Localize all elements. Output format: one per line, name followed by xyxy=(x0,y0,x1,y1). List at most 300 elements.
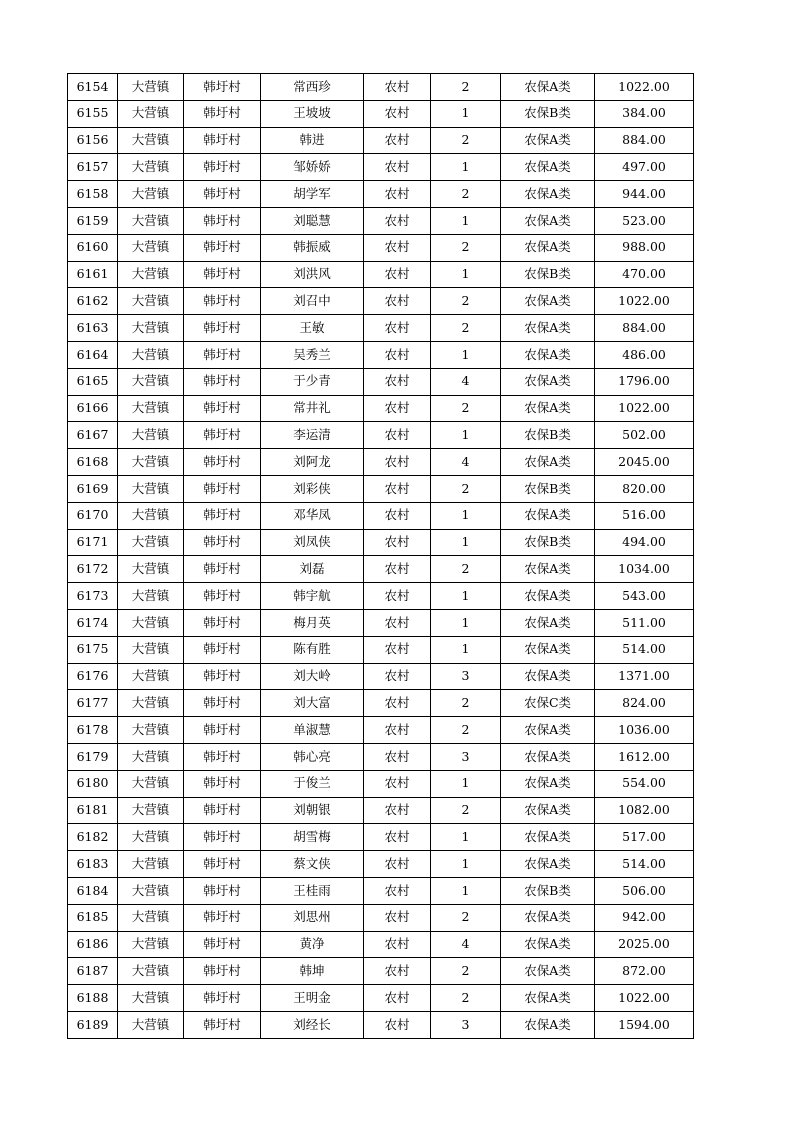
village-cell: 韩圩村 xyxy=(184,877,261,904)
town-cell: 大营镇 xyxy=(118,904,184,931)
amount-cell: 543.00 xyxy=(595,583,694,610)
name-cell: 于少青 xyxy=(261,368,364,395)
serial-number-cell: 6166 xyxy=(68,395,118,422)
amount-cell: 511.00 xyxy=(595,609,694,636)
table-row xyxy=(68,1011,694,1038)
serial-number-cell: 6181 xyxy=(68,797,118,824)
category-cell: 农保A类 xyxy=(501,315,595,342)
serial-number-cell: 6162 xyxy=(68,288,118,315)
member-count-cell: 1 xyxy=(431,207,501,234)
village-cell: 韩圩村 xyxy=(184,797,261,824)
serial-number-cell: 6182 xyxy=(68,824,118,851)
member-count-cell: 2 xyxy=(431,475,501,502)
name-cell: 李运清 xyxy=(261,422,364,449)
household-type-cell: 农村 xyxy=(364,127,431,154)
name-cell: 蔡文侠 xyxy=(261,851,364,878)
serial-number-cell: 6174 xyxy=(68,609,118,636)
town-cell: 大营镇 xyxy=(118,475,184,502)
category-cell: 农保A类 xyxy=(501,770,595,797)
member-count-cell: 2 xyxy=(431,127,501,154)
household-type-cell: 农村 xyxy=(364,234,431,261)
table-row xyxy=(68,931,694,958)
category-cell: 农保A类 xyxy=(501,743,595,770)
town-cell: 大营镇 xyxy=(118,368,184,395)
name-cell: 韩振威 xyxy=(261,234,364,261)
village-cell: 韩圩村 xyxy=(184,529,261,556)
name-cell: 刘朝银 xyxy=(261,797,364,824)
table-row xyxy=(68,368,694,395)
category-cell: 农保A类 xyxy=(501,207,595,234)
member-count-cell: 3 xyxy=(431,1011,501,1038)
serial-number-cell: 6170 xyxy=(68,502,118,529)
serial-number-cell: 6160 xyxy=(68,234,118,261)
member-count-cell: 2 xyxy=(431,74,501,101)
table-row xyxy=(68,234,694,261)
village-cell: 韩圩村 xyxy=(184,1011,261,1038)
town-cell: 大营镇 xyxy=(118,958,184,985)
table-row xyxy=(68,985,694,1012)
household-type-cell: 农村 xyxy=(364,100,431,127)
member-count-cell: 2 xyxy=(431,395,501,422)
serial-number-cell: 6178 xyxy=(68,717,118,744)
town-cell: 大营镇 xyxy=(118,449,184,476)
serial-number-cell: 6171 xyxy=(68,529,118,556)
name-cell: 刘磊 xyxy=(261,556,364,583)
name-cell: 单淑慧 xyxy=(261,717,364,744)
member-count-cell: 1 xyxy=(431,502,501,529)
table-row xyxy=(68,636,694,663)
amount-cell: 2045.00 xyxy=(595,449,694,476)
amount-cell: 523.00 xyxy=(595,207,694,234)
table-row xyxy=(68,609,694,636)
village-cell: 韩圩村 xyxy=(184,904,261,931)
village-cell: 韩圩村 xyxy=(184,207,261,234)
village-cell: 韩圩村 xyxy=(184,717,261,744)
serial-number-cell: 6186 xyxy=(68,931,118,958)
serial-number-cell: 6154 xyxy=(68,74,118,101)
table-row xyxy=(68,824,694,851)
category-cell: 农保A类 xyxy=(501,958,595,985)
serial-number-cell: 6158 xyxy=(68,181,118,208)
village-cell: 韩圩村 xyxy=(184,181,261,208)
member-count-cell: 1 xyxy=(431,529,501,556)
table-row xyxy=(68,154,694,181)
category-cell: 农保A类 xyxy=(501,1011,595,1038)
serial-number-cell: 6180 xyxy=(68,770,118,797)
village-cell: 韩圩村 xyxy=(184,663,261,690)
amount-cell: 514.00 xyxy=(595,636,694,663)
amount-cell: 942.00 xyxy=(595,904,694,931)
member-count-cell: 3 xyxy=(431,663,501,690)
amount-cell: 1082.00 xyxy=(595,797,694,824)
village-cell: 韩圩村 xyxy=(184,261,261,288)
household-type-cell: 农村 xyxy=(364,609,431,636)
town-cell: 大营镇 xyxy=(118,315,184,342)
serial-number-cell: 6163 xyxy=(68,315,118,342)
member-count-cell: 1 xyxy=(431,100,501,127)
village-cell: 韩圩村 xyxy=(184,502,261,529)
amount-cell: 384.00 xyxy=(595,100,694,127)
member-count-cell: 4 xyxy=(431,368,501,395)
village-cell: 韩圩村 xyxy=(184,449,261,476)
member-count-cell: 2 xyxy=(431,690,501,717)
serial-number-cell: 6155 xyxy=(68,100,118,127)
name-cell: 韩心亮 xyxy=(261,743,364,770)
village-cell: 韩圩村 xyxy=(184,154,261,181)
amount-cell: 988.00 xyxy=(595,234,694,261)
table-row xyxy=(68,904,694,931)
amount-cell: 2025.00 xyxy=(595,931,694,958)
town-cell: 大营镇 xyxy=(118,234,184,261)
serial-number-cell: 6164 xyxy=(68,341,118,368)
name-cell: 刘阿龙 xyxy=(261,449,364,476)
household-type-cell: 农村 xyxy=(364,636,431,663)
amount-cell: 1034.00 xyxy=(595,556,694,583)
table-row xyxy=(68,261,694,288)
village-cell: 韩圩村 xyxy=(184,368,261,395)
name-cell: 于俊兰 xyxy=(261,770,364,797)
household-type-cell: 农村 xyxy=(364,743,431,770)
name-cell: 吴秀兰 xyxy=(261,341,364,368)
serial-number-cell: 6165 xyxy=(68,368,118,395)
member-count-cell: 2 xyxy=(431,288,501,315)
table-row xyxy=(68,583,694,610)
name-cell: 邓华凤 xyxy=(261,502,364,529)
amount-cell: 497.00 xyxy=(595,154,694,181)
member-count-cell: 2 xyxy=(431,985,501,1012)
village-cell: 韩圩村 xyxy=(184,824,261,851)
amount-cell: 1022.00 xyxy=(595,985,694,1012)
amount-cell: 1594.00 xyxy=(595,1011,694,1038)
village-cell: 韩圩村 xyxy=(184,127,261,154)
household-type-cell: 农村 xyxy=(364,797,431,824)
name-cell: 刘大岭 xyxy=(261,663,364,690)
category-cell: 农保B类 xyxy=(501,100,595,127)
name-cell: 邹娇娇 xyxy=(261,154,364,181)
table-row xyxy=(68,475,694,502)
beneficiary-table xyxy=(67,73,694,1039)
village-cell: 韩圩村 xyxy=(184,770,261,797)
amount-cell: 820.00 xyxy=(595,475,694,502)
member-count-cell: 2 xyxy=(431,904,501,931)
name-cell: 梅月英 xyxy=(261,609,364,636)
category-cell: 农保A类 xyxy=(501,288,595,315)
town-cell: 大营镇 xyxy=(118,717,184,744)
village-cell: 韩圩村 xyxy=(184,690,261,717)
town-cell: 大营镇 xyxy=(118,770,184,797)
member-count-cell: 1 xyxy=(431,877,501,904)
village-cell: 韩圩村 xyxy=(184,556,261,583)
village-cell: 韩圩村 xyxy=(184,234,261,261)
serial-number-cell: 6168 xyxy=(68,449,118,476)
member-count-cell: 1 xyxy=(431,824,501,851)
town-cell: 大营镇 xyxy=(118,583,184,610)
name-cell: 王桂雨 xyxy=(261,877,364,904)
household-type-cell: 农村 xyxy=(364,1011,431,1038)
amount-cell: 884.00 xyxy=(595,127,694,154)
table-row xyxy=(68,502,694,529)
town-cell: 大营镇 xyxy=(118,207,184,234)
member-count-cell: 1 xyxy=(431,636,501,663)
serial-number-cell: 6189 xyxy=(68,1011,118,1038)
amount-cell: 1612.00 xyxy=(595,743,694,770)
member-count-cell: 1 xyxy=(431,851,501,878)
table-row xyxy=(68,743,694,770)
table-row xyxy=(68,717,694,744)
town-cell: 大营镇 xyxy=(118,529,184,556)
table-row xyxy=(68,315,694,342)
town-cell: 大营镇 xyxy=(118,422,184,449)
amount-cell: 502.00 xyxy=(595,422,694,449)
category-cell: 农保B类 xyxy=(501,261,595,288)
table-row xyxy=(68,690,694,717)
household-type-cell: 农村 xyxy=(364,851,431,878)
member-count-cell: 2 xyxy=(431,234,501,261)
village-cell: 韩圩村 xyxy=(184,609,261,636)
town-cell: 大营镇 xyxy=(118,609,184,636)
amount-cell: 514.00 xyxy=(595,851,694,878)
household-type-cell: 农村 xyxy=(364,583,431,610)
town-cell: 大营镇 xyxy=(118,985,184,1012)
village-cell: 韩圩村 xyxy=(184,743,261,770)
table-row xyxy=(68,341,694,368)
table-row xyxy=(68,663,694,690)
table-row xyxy=(68,74,694,101)
category-cell: 农保B类 xyxy=(501,422,595,449)
member-count-cell: 2 xyxy=(431,797,501,824)
serial-number-cell: 6185 xyxy=(68,904,118,931)
village-cell: 韩圩村 xyxy=(184,395,261,422)
town-cell: 大营镇 xyxy=(118,100,184,127)
member-count-cell: 1 xyxy=(431,770,501,797)
household-type-cell: 农村 xyxy=(364,368,431,395)
household-type-cell: 农村 xyxy=(364,74,431,101)
village-cell: 韩圩村 xyxy=(184,851,261,878)
town-cell: 大营镇 xyxy=(118,154,184,181)
household-type-cell: 农村 xyxy=(364,824,431,851)
name-cell: 常井礼 xyxy=(261,395,364,422)
household-type-cell: 农村 xyxy=(364,904,431,931)
category-cell: 农保A类 xyxy=(501,556,595,583)
name-cell: 王明金 xyxy=(261,985,364,1012)
town-cell: 大营镇 xyxy=(118,181,184,208)
village-cell: 韩圩村 xyxy=(184,958,261,985)
town-cell: 大营镇 xyxy=(118,931,184,958)
village-cell: 韩圩村 xyxy=(184,288,261,315)
household-type-cell: 农村 xyxy=(364,529,431,556)
village-cell: 韩圩村 xyxy=(184,74,261,101)
category-cell: 农保B类 xyxy=(501,877,595,904)
category-cell: 农保A类 xyxy=(501,74,595,101)
category-cell: 农保A类 xyxy=(501,824,595,851)
category-cell: 农保B类 xyxy=(501,475,595,502)
table-row xyxy=(68,127,694,154)
village-cell: 韩圩村 xyxy=(184,636,261,663)
amount-cell: 506.00 xyxy=(595,877,694,904)
serial-number-cell: 6172 xyxy=(68,556,118,583)
amount-cell: 516.00 xyxy=(595,502,694,529)
household-type-cell: 农村 xyxy=(364,770,431,797)
town-cell: 大营镇 xyxy=(118,636,184,663)
town-cell: 大营镇 xyxy=(118,824,184,851)
table-row xyxy=(68,556,694,583)
town-cell: 大营镇 xyxy=(118,663,184,690)
category-cell: 农保A类 xyxy=(501,395,595,422)
village-cell: 韩圩村 xyxy=(184,100,261,127)
serial-number-cell: 6157 xyxy=(68,154,118,181)
name-cell: 韩坤 xyxy=(261,958,364,985)
household-type-cell: 农村 xyxy=(364,315,431,342)
town-cell: 大营镇 xyxy=(118,690,184,717)
amount-cell: 1371.00 xyxy=(595,663,694,690)
name-cell: 刘经长 xyxy=(261,1011,364,1038)
village-cell: 韩圩村 xyxy=(184,341,261,368)
household-type-cell: 农村 xyxy=(364,877,431,904)
town-cell: 大营镇 xyxy=(118,502,184,529)
category-cell: 农保A类 xyxy=(501,181,595,208)
category-cell: 农保A类 xyxy=(501,636,595,663)
name-cell: 刘彩侠 xyxy=(261,475,364,502)
household-type-cell: 农村 xyxy=(364,958,431,985)
serial-number-cell: 6177 xyxy=(68,690,118,717)
village-cell: 韩圩村 xyxy=(184,422,261,449)
table-row xyxy=(68,877,694,904)
amount-cell: 824.00 xyxy=(595,690,694,717)
town-cell: 大营镇 xyxy=(118,74,184,101)
town-cell: 大营镇 xyxy=(118,556,184,583)
serial-number-cell: 6161 xyxy=(68,261,118,288)
table-row xyxy=(68,770,694,797)
serial-number-cell: 6184 xyxy=(68,877,118,904)
serial-number-cell: 6179 xyxy=(68,743,118,770)
serial-number-cell: 6183 xyxy=(68,851,118,878)
table-row xyxy=(68,100,694,127)
serial-number-cell: 6176 xyxy=(68,663,118,690)
member-count-cell: 2 xyxy=(431,556,501,583)
member-count-cell: 2 xyxy=(431,717,501,744)
amount-cell: 1796.00 xyxy=(595,368,694,395)
table-row xyxy=(68,288,694,315)
member-count-cell: 1 xyxy=(431,609,501,636)
table-row xyxy=(68,207,694,234)
member-count-cell: 4 xyxy=(431,931,501,958)
serial-number-cell: 6175 xyxy=(68,636,118,663)
town-cell: 大营镇 xyxy=(118,743,184,770)
household-type-cell: 农村 xyxy=(364,663,431,690)
table-row xyxy=(68,181,694,208)
member-count-cell: 3 xyxy=(431,743,501,770)
amount-cell: 1022.00 xyxy=(595,74,694,101)
household-type-cell: 农村 xyxy=(364,690,431,717)
household-type-cell: 农村 xyxy=(364,181,431,208)
household-type-cell: 农村 xyxy=(364,261,431,288)
category-cell: 农保A类 xyxy=(501,502,595,529)
household-type-cell: 农村 xyxy=(364,475,431,502)
member-count-cell: 1 xyxy=(431,154,501,181)
name-cell: 王敏 xyxy=(261,315,364,342)
member-count-cell: 2 xyxy=(431,181,501,208)
household-type-cell: 农村 xyxy=(364,207,431,234)
household-type-cell: 农村 xyxy=(364,985,431,1012)
name-cell: 韩宇航 xyxy=(261,583,364,610)
name-cell: 黄净 xyxy=(261,931,364,958)
name-cell: 刘召中 xyxy=(261,288,364,315)
category-cell: 农保A类 xyxy=(501,931,595,958)
amount-cell: 470.00 xyxy=(595,261,694,288)
amount-cell: 554.00 xyxy=(595,770,694,797)
household-type-cell: 农村 xyxy=(364,395,431,422)
category-cell: 农保A类 xyxy=(501,985,595,1012)
category-cell: 农保A类 xyxy=(501,583,595,610)
member-count-cell: 2 xyxy=(431,315,501,342)
serial-number-cell: 6156 xyxy=(68,127,118,154)
town-cell: 大营镇 xyxy=(118,261,184,288)
member-count-cell: 1 xyxy=(431,583,501,610)
table-row xyxy=(68,395,694,422)
name-cell: 刘洪风 xyxy=(261,261,364,288)
table-row xyxy=(68,449,694,476)
amount-cell: 494.00 xyxy=(595,529,694,556)
town-cell: 大营镇 xyxy=(118,127,184,154)
category-cell: 农保A类 xyxy=(501,609,595,636)
name-cell: 胡学军 xyxy=(261,181,364,208)
name-cell: 韩进 xyxy=(261,127,364,154)
member-count-cell: 4 xyxy=(431,449,501,476)
village-cell: 韩圩村 xyxy=(184,475,261,502)
member-count-cell: 1 xyxy=(431,261,501,288)
household-type-cell: 农村 xyxy=(364,717,431,744)
town-cell: 大营镇 xyxy=(118,851,184,878)
village-cell: 韩圩村 xyxy=(184,931,261,958)
name-cell: 王坡坡 xyxy=(261,100,364,127)
table-row xyxy=(68,797,694,824)
village-cell: 韩圩村 xyxy=(184,583,261,610)
table-row xyxy=(68,422,694,449)
table-body xyxy=(68,74,694,1039)
amount-cell: 486.00 xyxy=(595,341,694,368)
category-cell: 农保A类 xyxy=(501,904,595,931)
household-type-cell: 农村 xyxy=(364,154,431,181)
household-type-cell: 农村 xyxy=(364,288,431,315)
category-cell: 农保A类 xyxy=(501,851,595,878)
member-count-cell: 1 xyxy=(431,341,501,368)
amount-cell: 1022.00 xyxy=(595,288,694,315)
member-count-cell: 2 xyxy=(431,958,501,985)
amount-cell: 517.00 xyxy=(595,824,694,851)
household-type-cell: 农村 xyxy=(364,341,431,368)
name-cell: 刘大富 xyxy=(261,690,364,717)
table-row xyxy=(68,851,694,878)
category-cell: 农保C类 xyxy=(501,690,595,717)
category-cell: 农保B类 xyxy=(501,529,595,556)
category-cell: 农保A类 xyxy=(501,154,595,181)
town-cell: 大营镇 xyxy=(118,1011,184,1038)
name-cell: 刘聪慧 xyxy=(261,207,364,234)
amount-cell: 944.00 xyxy=(595,181,694,208)
amount-cell: 884.00 xyxy=(595,315,694,342)
serial-number-cell: 6188 xyxy=(68,985,118,1012)
amount-cell: 1036.00 xyxy=(595,717,694,744)
household-type-cell: 农村 xyxy=(364,422,431,449)
village-cell: 韩圩村 xyxy=(184,985,261,1012)
name-cell: 常西珍 xyxy=(261,74,364,101)
category-cell: 农保A类 xyxy=(501,368,595,395)
household-type-cell: 农村 xyxy=(364,556,431,583)
category-cell: 农保A类 xyxy=(501,663,595,690)
amount-cell: 872.00 xyxy=(595,958,694,985)
household-type-cell: 农村 xyxy=(364,931,431,958)
table-row xyxy=(68,958,694,985)
